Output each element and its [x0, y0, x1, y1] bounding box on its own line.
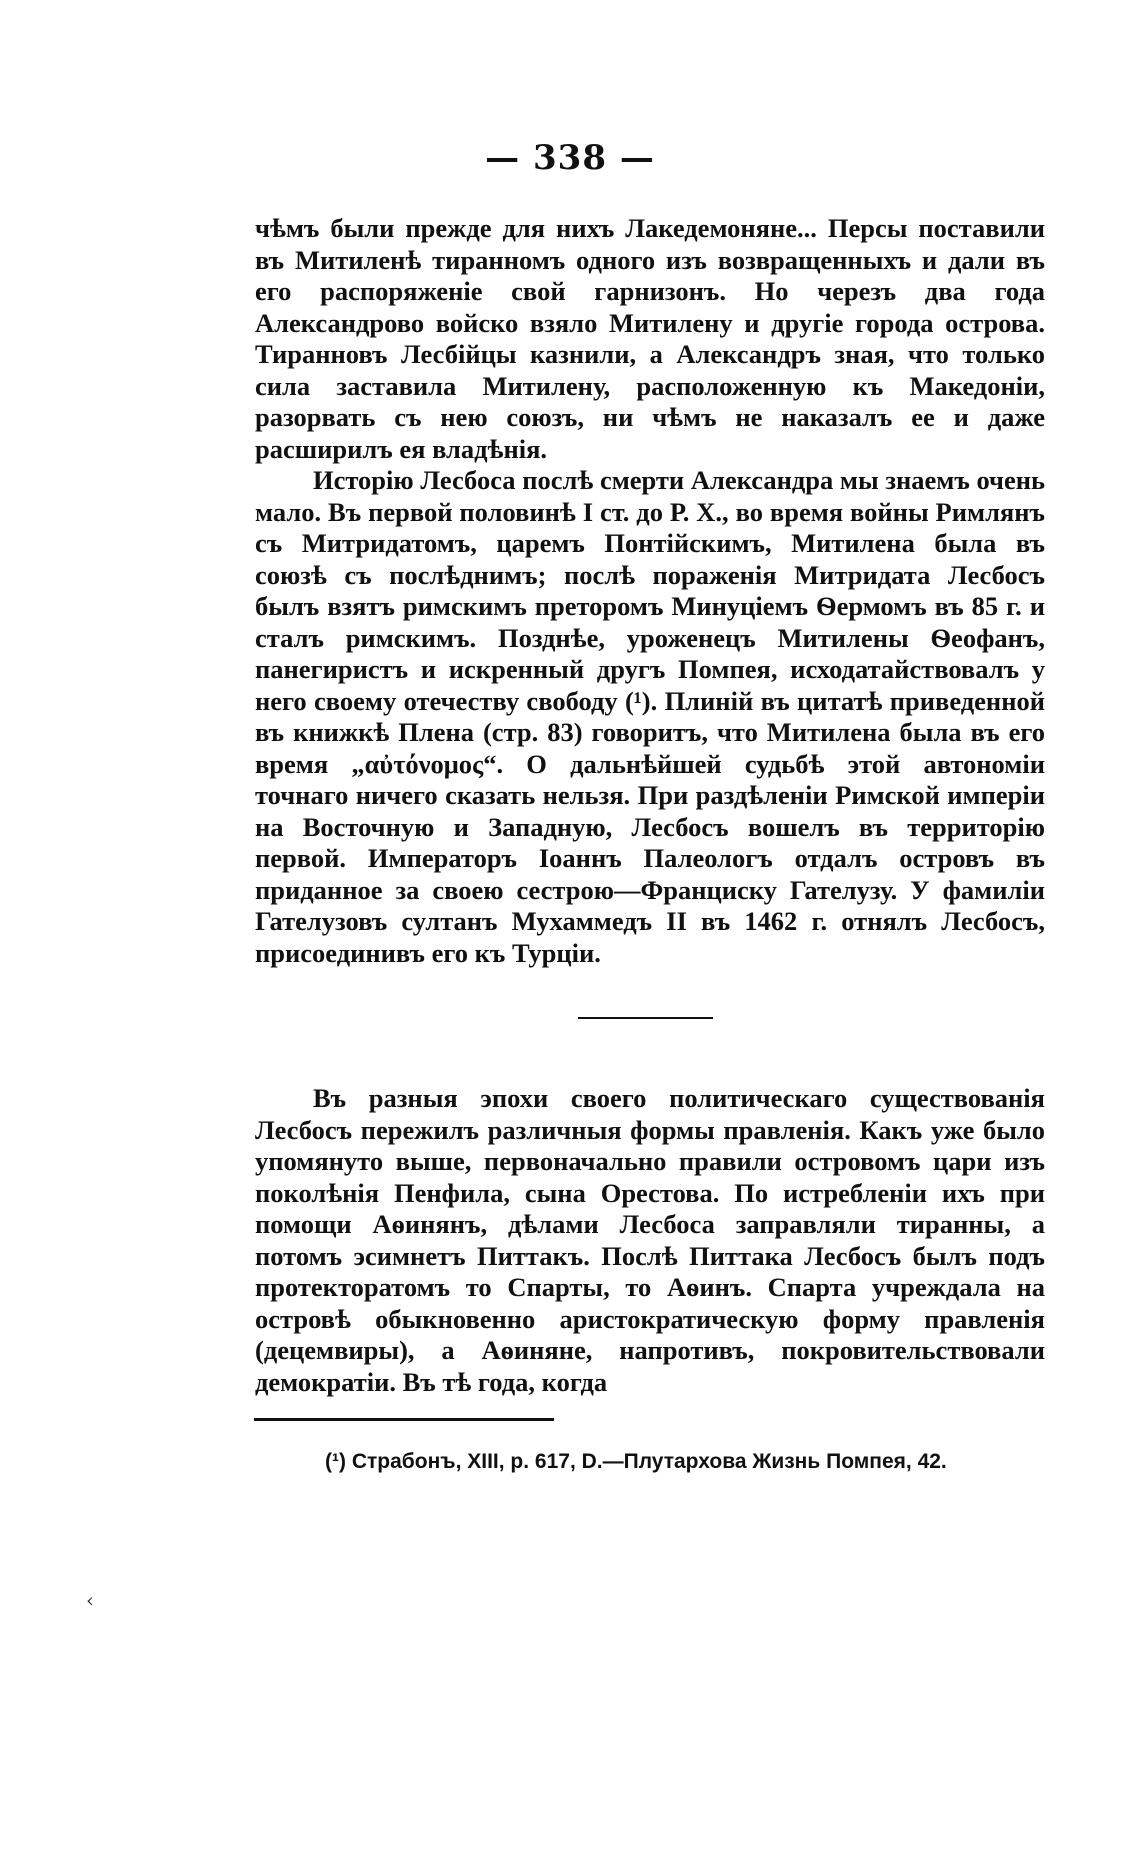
paragraph-forms-of-government: Въ разныя эпохи своего политическаго существованія Лесбосъ пережилъ различныя формы правленія. Какъ уже было упомянуто выше, первоначально правили островомъ цари изъ поколѣнія Пенфила, сына Орестова. По истребленіи ихъ при помощи Аѳинянъ, дѣлами Лесбоса заправляли тиранны, а потомъ эсимнетъ Питтакъ. Послѣ Питтака Лесбосъ былъ подъ протекторатомъ то Спарты, то Аѳинъ. Спарта учреждала на островѣ обыкновенно аристократическую форму правленія (децемвиры), а Аѳиняне, напротивъ, покровительствовали демократіи. Въ тѣ года, когда: [255, 1083, 1045, 1397]
footnote: (¹) Страбонъ, XIII, p. 617, D.—Плутархова Жизнь Помпея, 42.: [325, 1450, 947, 1473]
page-number: — 338 —: [485, 138, 655, 178]
paragraph-continued: чѣмъ были прежде для нихъ Лакедемоняне... Персы поставили въ Митиленѣ тиранномъ одного изъ возвращенныхъ и дали въ его распоряженіе свой гарнизонъ. Но черезъ два года Александрово войско взяло Митилену и другіе города острова. Тиранновъ Лесбійцы казнили, а Александръ зная, что только сила заставила Митилену, расположенную къ Македоніи, разорвать съ нею союзъ, ни чѣмъ не наказалъ ее и даже расширилъ ея владѣнія.: [255, 213, 1045, 464]
margin-mark: ‹: [86, 1588, 94, 1612]
paragraph-lesbos-history: Исторію Лесбоса послѣ смерти Александра мы знаемъ очень мало. Въ первой половинѣ I ст. до Р. X., во время войны Римлянъ съ Митридатомъ, царемъ Понтійскимъ, Митилена была въ союзѣ съ послѣднимъ; послѣ пораженія Митридата Лесбосъ былъ взятъ римскимъ преторомъ Минуціемъ Ѳермомъ въ 85 г. и сталъ римскимъ. Позднѣе, уроженецъ Митилены Ѳеофанъ, панегиристъ и искренный другъ Помпея, исходатайствовалъ у него своему отечеству свободу (¹). Плиній въ цитатѣ приведенной въ книжкѣ Плена (стр. 83) говоритъ, что Митилена была въ его время „αὐτόνομος“. О дальнѣйшей судьбѣ этой автономіи точнаго ничего сказать нельзя. При раздѣленіи Римской имперіи на Восточную и Западную, Лесбосъ вошелъ въ территорію первой. Императоръ Іоаннъ Палеологъ отдалъ островъ въ приданное за своею сестрою—Франциску Гателузу. У фамиліи Гателузовъ султанъ Мухаммедъ II въ 1462 г. отнялъ Лесбосъ, присоединивъ его къ Турціи.: [255, 465, 1045, 968]
footnote-rule: [254, 1418, 554, 1421]
main-text-part-one: [255, 213, 1045, 969]
section-separator: [578, 1017, 713, 1019]
main-text-part-two: [255, 1083, 1045, 1398]
